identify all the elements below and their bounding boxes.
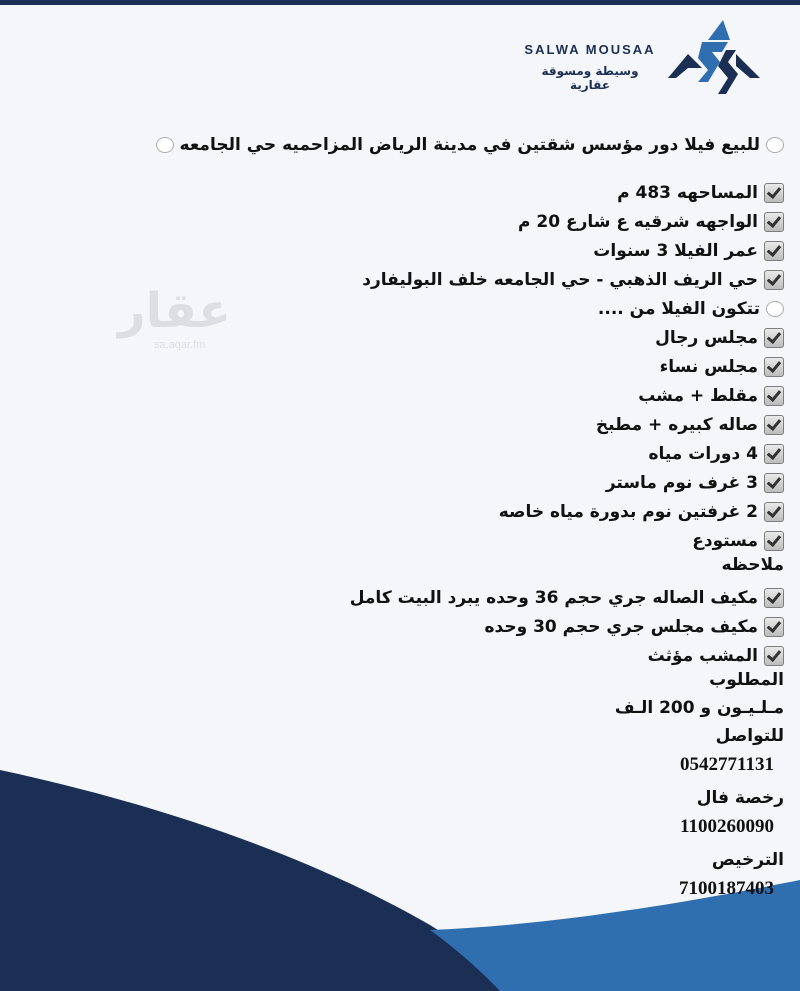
note-text: مكيف الصاله جري حجم 36 وحده يبرد البيت كامل xyxy=(349,587,758,608)
listing-content xyxy=(94,128,784,912)
component-item xyxy=(94,381,784,410)
feature-text: عمر الفيلا 3 سنوات xyxy=(593,240,758,261)
component-item xyxy=(94,352,784,381)
component-text: مجلس رجال xyxy=(655,327,758,348)
checkbox-icon xyxy=(764,386,784,406)
phone-number[interactable]: 0542771131 xyxy=(680,754,774,775)
headline-text: للبيع فيلا دور مؤسس شقتين في مدينة الرياض المزاحميه حي الجامعه xyxy=(179,135,760,155)
brand-name-en: SALWA MOUSAA xyxy=(524,42,656,57)
checkbox-icon xyxy=(764,183,784,203)
feature-item xyxy=(94,178,784,207)
notes-title: ملاحظه xyxy=(721,555,784,575)
checkbox-icon xyxy=(764,588,784,608)
speech-bubble-icon xyxy=(156,137,174,153)
checkbox-icon xyxy=(764,241,784,261)
checkbox-icon xyxy=(764,212,784,232)
brand-logo xyxy=(520,20,770,110)
checkbox-icon xyxy=(764,531,784,551)
checkbox-icon xyxy=(764,617,784,637)
license-title: الترخيص xyxy=(711,850,784,870)
feature-item xyxy=(94,207,784,236)
component-item xyxy=(94,439,784,468)
watermark-text-en: sa.aqar.fm xyxy=(154,339,206,351)
license-number: 7100187403 xyxy=(679,878,774,899)
note-text: المشب مؤثث xyxy=(647,645,758,666)
contact-title: للتواصل xyxy=(715,726,784,746)
component-item xyxy=(94,497,784,526)
note-item xyxy=(94,612,784,641)
feature-text: الواجهه شرقيه ع شارع 20 م xyxy=(517,211,758,232)
checkbox-icon xyxy=(764,415,784,435)
speech-bubble-icon xyxy=(766,301,784,317)
component-text: مستودع xyxy=(692,530,758,551)
note-item xyxy=(94,641,784,670)
fal-license-title: رخصة فال xyxy=(696,788,784,808)
component-item xyxy=(94,323,784,352)
component-text: 3 غرف نوم ماستر xyxy=(605,472,758,493)
brand-name-ar: وسيطة ومسوقة عقارية xyxy=(541,64,639,92)
checkbox-icon xyxy=(764,357,784,377)
feature-text: حي الريف الذهبي - حي الجامعه خلف البوليفارد xyxy=(362,269,758,290)
component-item xyxy=(94,410,784,439)
checkbox-icon xyxy=(764,444,784,464)
checkbox-icon xyxy=(764,328,784,348)
component-text: 4 دورات مياه xyxy=(648,443,758,464)
note-item xyxy=(94,583,784,612)
component-text: 2 غرفتين نوم بدورة مياه خاصه xyxy=(498,501,758,522)
components-title: تتكون الفيلا من .... xyxy=(597,298,760,319)
component-text: مجلس نساء xyxy=(659,356,758,377)
price-title: المطلوب xyxy=(709,670,784,690)
logo-mark-icon xyxy=(668,20,763,100)
listing-headline xyxy=(94,128,784,162)
checkbox-icon xyxy=(764,502,784,522)
fal-license-number: 1100260090 xyxy=(680,816,774,837)
watermark-text-ar: عقار xyxy=(118,283,231,339)
feature-item xyxy=(94,236,784,265)
component-text: مقلط + مشب xyxy=(638,385,758,406)
price-value: مـلـيـون و 200 الـف xyxy=(614,698,784,718)
components-heading xyxy=(94,294,784,323)
note-text: مكيف مجلس جري حجم 30 وحده xyxy=(484,616,758,637)
checkbox-icon xyxy=(764,646,784,666)
feature-item xyxy=(94,265,784,294)
component-item xyxy=(94,468,784,497)
component-item xyxy=(94,526,784,555)
feature-text: المساحهه 483 م xyxy=(617,182,758,203)
component-text: صاله كبيره + مطبخ xyxy=(595,414,758,435)
speech-bubble-icon xyxy=(766,137,784,153)
checkbox-icon xyxy=(764,473,784,493)
checkbox-icon xyxy=(764,270,784,290)
